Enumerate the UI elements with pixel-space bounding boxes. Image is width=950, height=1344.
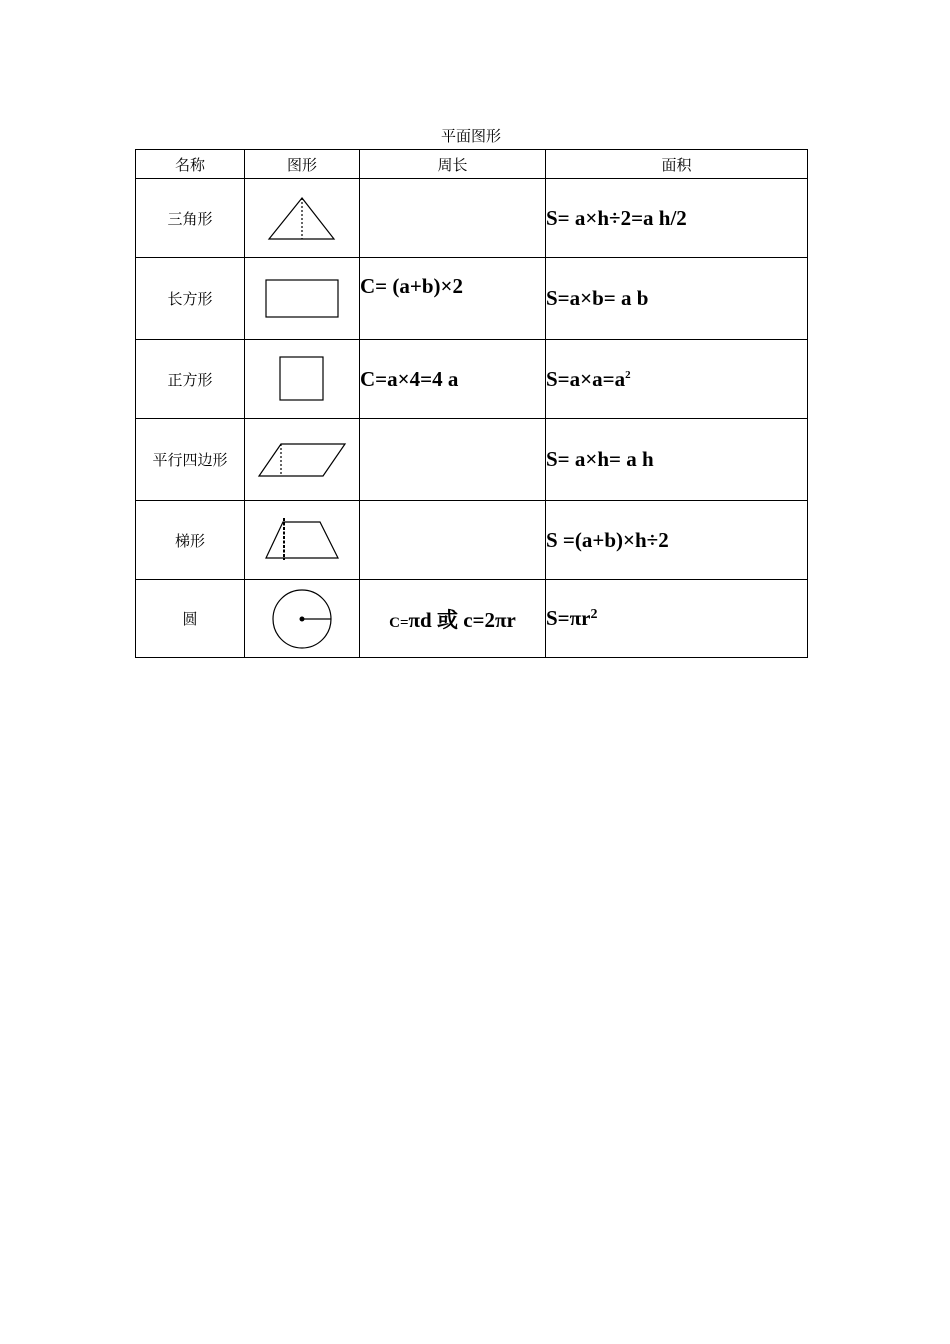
plane-figures-table (135, 149, 808, 658)
shape-figure (245, 179, 360, 258)
shape-name: 梯形 (136, 501, 245, 580)
area-formula: S= a×h÷2=a h/2 (546, 179, 808, 258)
perimeter-formula (360, 501, 546, 580)
area-formula-exponent: 2 (590, 607, 598, 622)
shape-name: 平行四边形 (136, 419, 245, 501)
header-perimeter: 周长 (360, 150, 546, 179)
perimeter-formula (360, 580, 546, 658)
area-formula (546, 340, 808, 419)
parallelogram-icon (257, 442, 347, 478)
shape-figure (245, 580, 360, 658)
perimeter-formula: C= (a+b)×2 (360, 258, 546, 340)
shape-name: 正方形 (136, 340, 245, 419)
area-formula: S=a×b= a b (546, 258, 808, 340)
table-row (136, 258, 808, 340)
table-row (136, 580, 808, 658)
table-row (136, 419, 808, 501)
perimeter-formula (360, 179, 546, 258)
shape-figure (245, 501, 360, 580)
shape-name: 长方形 (136, 258, 245, 340)
area-formula (546, 580, 808, 658)
table-row (136, 501, 808, 580)
area-formula: S =(a+b)×h÷2 (546, 501, 808, 580)
area-formula-base: S=a×a=a (546, 366, 626, 391)
table-header-row (136, 150, 808, 179)
shape-figure (245, 419, 360, 501)
perimeter-formula-rest: πd 或 c=2πr (408, 607, 516, 632)
trapezoid-icon (264, 518, 340, 562)
table-row (136, 340, 808, 419)
perimeter-formula-prefix: C= (389, 614, 409, 631)
area-formula: S= a×h= a h (546, 419, 808, 501)
shape-figure (245, 258, 360, 340)
shape-name: 三角形 (136, 179, 245, 258)
page-title: 平面图形 (440, 127, 501, 145)
header-name: 名称 (136, 150, 245, 179)
header-area: 面积 (546, 150, 808, 179)
perimeter-formula (360, 419, 546, 501)
square-icon (278, 355, 326, 403)
circle-icon (271, 588, 333, 650)
perimeter-formula: C=a×4=4 a (360, 340, 546, 419)
rectangle-icon (264, 278, 340, 320)
header-figure: 图形 (245, 150, 360, 179)
area-formula-base: S=πr (546, 606, 591, 630)
shape-figure (245, 340, 360, 419)
shape-name: 圆 (136, 580, 245, 658)
area-formula-exponent: 2 (625, 368, 631, 381)
table-row (136, 179, 808, 258)
triangle-icon (267, 195, 337, 241)
